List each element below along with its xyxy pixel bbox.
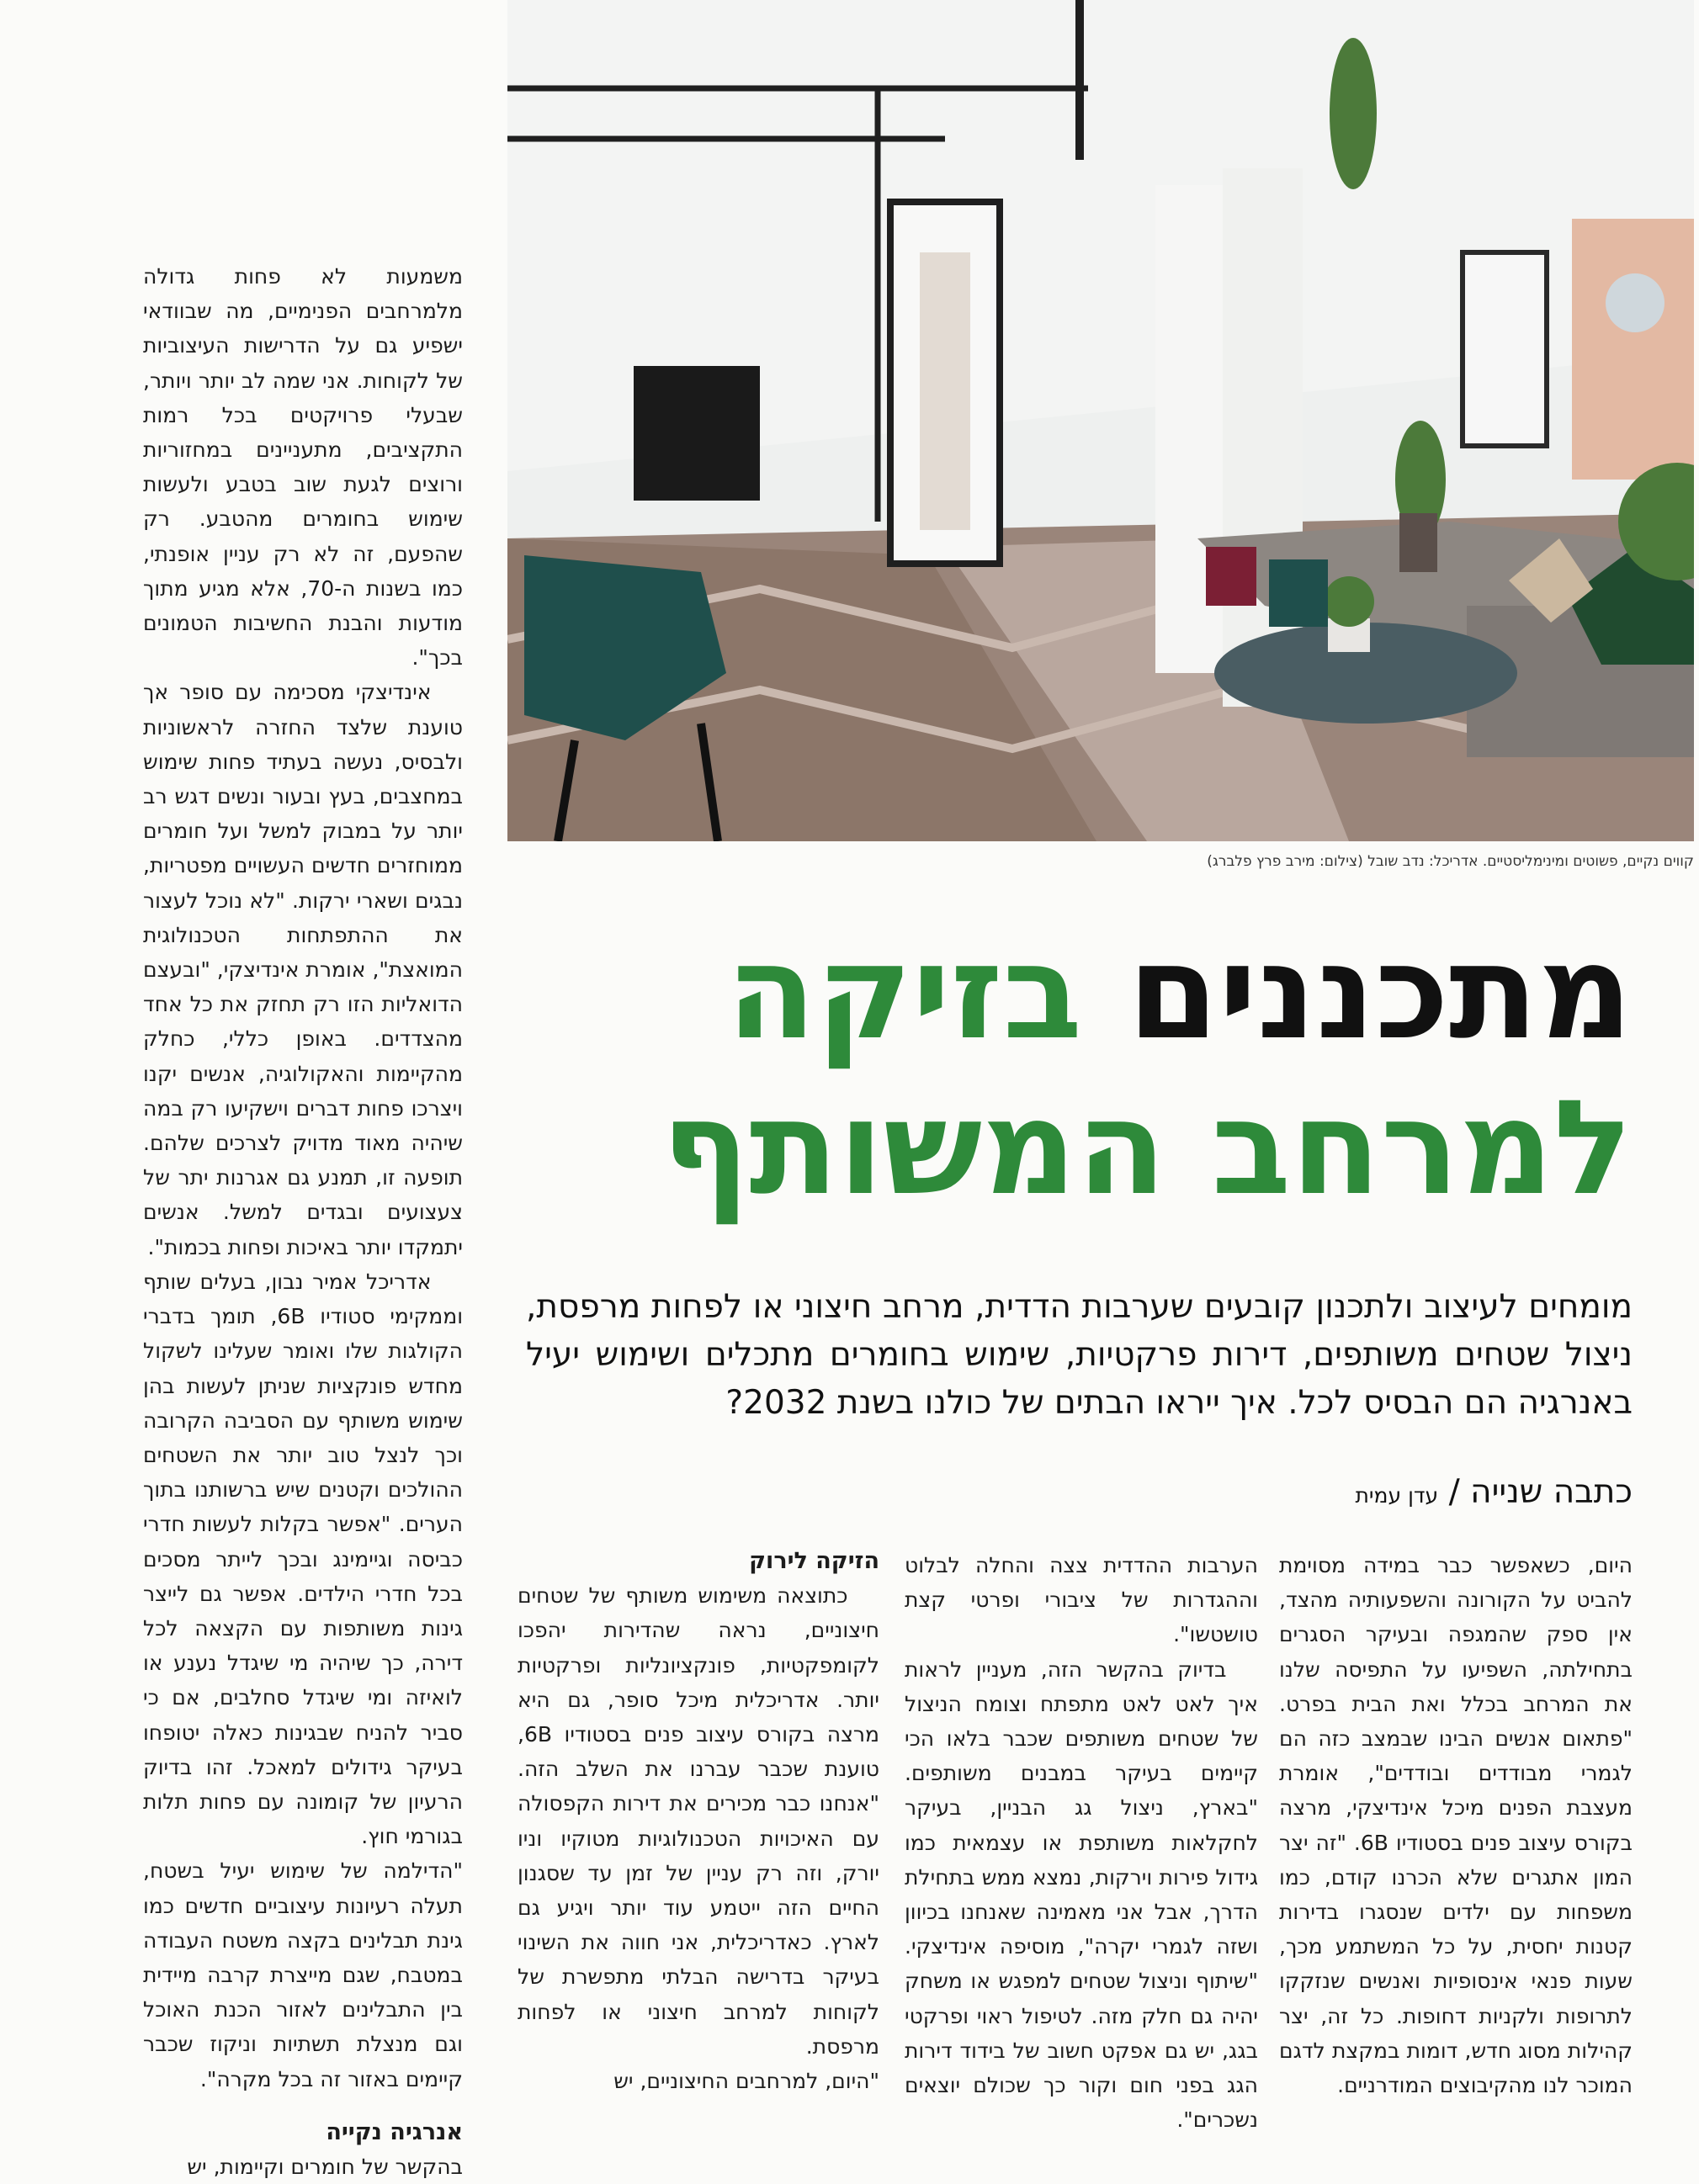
byline — [526, 1468, 1633, 1519]
bottom-column-3 — [518, 1544, 879, 2133]
left-subhead: אנרגיה נקייה — [326, 2118, 463, 2145]
left-paragraph-3: אדריכל אמיר נבון, בעלים שותף וממקימי סטודיו 6B, תומך בדברי הקולגות שלו ואומר שעלינו לשקול מחדש פונקציות שניתן לעשות בהן שימוש משותף עם הסביבה הקרובה וכך לנצל טוב יותר את השטחים ההולכים וקטנים שיש ברשותנו בתוך הערים. "אפשר בקלות לעשות חדרי כביסה וגיימינג ובכך לייתר מסכים בכל חדרי הילדים. אפשר גם לייצר גינות משותפות עם הקצאה לכל דירה, כך שיהיה מי שיגדל נענע או לואיזה ומי שיגדל סחלבים, אם כי סביר להניח שבגינות כאלה יטופחו בעיקר גידולים למאכל. זהו בדיוק הרעיון של קומונה עם פחות תלות בגורמי חוץ. — [143, 1269, 464, 1849]
col3-paragraph-2: "היום, למרחבים החיצוניים, יש — [613, 2069, 879, 2094]
photo-caption: קווים נקיים, פשוטים ומינימליסטיים. אדריכל: נדב שובל (צילום: מירב פרץ פלברג) — [1207, 853, 1694, 870]
headline-word-dark: מתכננים — [1128, 916, 1633, 1068]
col2-paragraph-1: הערבות ההדדית צצה והחלה לבלוט וההגדרות של ציבורי ופרטי קצת טושטשו". — [905, 1553, 1258, 1647]
byline-author: עדן עמית — [1355, 1483, 1439, 1508]
left-paragraph-4: "הדילמה של שימוש יעיל בשטח, תעלה רעיונות עיצוביים חדשים כמו גינת תבלינים בקצה משטח העבודה במטבח, שגם מייצרת קרבה מיידית בין התבלינים לאזור הכנת האוכל וגם מנצלת תשתיות וניקוז שכבר קיימים באזור זה בכל מקרה". — [143, 1858, 463, 2091]
headline-line-2: למרחב המשותף — [661, 1072, 1633, 1224]
left-paragraph-2: אינדיצקי מסכימה עם סופר אך טוענת שלצד החזרה לראשוניות ולבסיס, נעשה בעתיד פחות שימוש במחצבים, בעץ ובעור ונשים דגש רב יותר על במבוק למשל ועל חומרים ממוחזרים חדשים העשויים מפטריות, נבגים ושארי ירקות. "לא נוכל לעצור את ההתפתחות הטכנולוגית המואצת", אומרת אינדיצקי, "ובעצם הדואליות הזו רק תחזק את כל אחד מהצדדים. באופן כללי, כחלק מהקיימות והאקולוגיה, אנשים יקנו ויצרכו פחות דברים וישקיעו רק במה שיהיה מאוד מדויק לצרכים שלהם. תופעה זו, תמנע גם אגרנות יתר של צעצועים ובגדים למשל. אנשים יתמקדו יותר באיכות ופחות בכמות". — [143, 680, 463, 1259]
left-paragraph-1: משמעות לא פחות גדולה מלמרחבים הפנימיים, מה שבוודאי ישפיע גם על הדרישות העיצוביות של לקוחות. אני שמה לב יותר ויותר, שבעלי פרויקטים בכל רמות התקציבים, מתעניינים במחזוריות ורוצים לגעת שוב בטבע ולעשות שימוש בחומרים מהטבע. רק שהפעם, זה לא רק עניין אופנתי, כמו בשנות ה-70, אלא מגיע מתוך מודעות והבנת החשיבות הטמונים בכך". — [143, 264, 463, 671]
interior-photo — [507, 0, 1694, 841]
bottom-column-1 — [1279, 1548, 1633, 2137]
byline-separator: / — [1448, 1473, 1460, 1511]
living-room-illustration — [507, 0, 1694, 841]
lead-paragraph: מומחים לעיצוב ולתכנון קובעים שערבות הדדית, מרחב חיצוני או לפחות מרפסת, ניצול שטחים משותפים, דירות פרקטיות, שימוש בחומרים מתכלים ושימוש יעיל באנרגיה הם הבסיס לכל. איך ייראו הבתים של כולנו בשנת 2032? — [526, 1288, 1633, 1422]
headline-line-1 — [505, 916, 1633, 1068]
headline-word-green: בזיקה — [726, 916, 1083, 1068]
col3-paragraph-1: כתוצאה משימוש משותף של שטחים חיצוניים, נראה שהדירות יהפכו לקומפקטיות, פונקציונליות ופרקטיות יותר. אדריכלית מיכל סופר, גם היא מרצה בקורס עיצוב פנים בסטודיו 6B, טוענת שכבר עברנו את השלב הזה. "אנחנו כבר מכירים את דירות הקפסולה עם האיכויות הטכנולוגיות מטוקיו וניו יורק, וזה רק עניין של זמן עד שסגנון החיים הזה ייטמע עוד יותר ויגיע גם לארץ. כאדריכלית, אני חווה את השינוי בעיקר בדרישה הבלתי מתפשרת של לקוחות למרחב חיצוני או לפחות מרפסת. — [518, 1583, 879, 2059]
col2-paragraph-2: בדיוק בהקשר הזה, מעניין לראות איך לאט לאט מתפתח וצומח הניצול של שטחים משותפים שכבר בלאו הכי קיימים בעיקר במבנים משותפים. "בארץ, ניצול גג הבניין, בעיקר לחקלאות משותפת או עצמאית כמו גידול פירות וירקות, נמצא ממש בתחילת הדרך, אבל אני מאמינה שאנחנו בכיוון ושזה לגמרי יקרה", מוסיפה אינדיצקי. "שיתוף וניצול שטחים למפגש או משחק יהיה גם חלק מזה. לטיפול ראוי ופרקטי בגג, יש גם אפקט חשוב של בידוד דירות הגג בפני חום וקור כך שכולם יוצאים נשכרים". — [905, 1657, 1258, 2133]
left-tail: בהקשר של חומרים וקיימות, יש — [187, 2154, 463, 2179]
left-column — [143, 259, 464, 2179]
col1-paragraph-1: היום, כשאפשר כבר במידה מסוימת להביט על הקורונה והשפעותיה מהצד, אין ספק שהמגפה ובעיקר הסגרים בתחילתה, השפיעו על התפיסה שלנו את המרחב בכלל ואת הבית בפרט. "פתאום אנשים הבינו שבמצב כזה הם לגמרי מבודדים ובודדים", אומרת מעצבת הפנים מיכל אינדיצקי, מרצה בקורס עיצוב פנים בסטודיו 6B. "זה יצר המון אתגרים שלא הכרנו קודם, כמו משפחות עם ילדים שנסגרו בדירות קטנות יחסית, על כל המשתמע מכך, שעות פנאי אינסופיות ואנשים שנזקקו לתרופות ולקניות דחופות. כל זה, יצר קהילות מסוג חדש, דומות במקצת לדגם המוכר לנו מהקיבוצים המודרניים. — [1279, 1553, 1633, 2098]
bottom-column-2 — [905, 1548, 1258, 2137]
byline-label: כתבה שנייה — [1470, 1473, 1633, 1511]
col3-subhead: הזיקה לירוק — [749, 1548, 879, 1574]
